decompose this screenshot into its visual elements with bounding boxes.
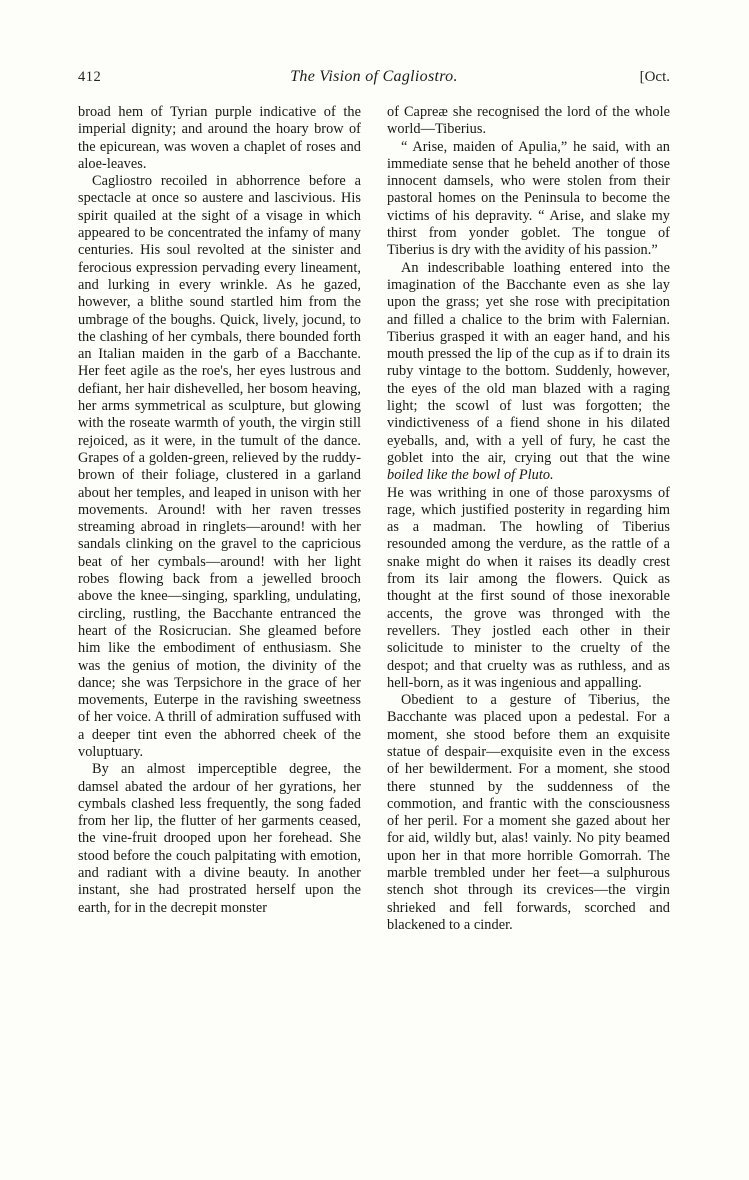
page-number: 412 [78,69,102,85]
paragraph: Obedient to a gesture of Tiberius, the Bacchante was placed upon a pedestal. For a moment, she stood before them an exquisite statue of despair—exquisite even in the excess of her bewilderment. For a moment, she stood there stunned by the suddenness of the commotion, and frantic with the consciousness of her peril. For a moment she gazed about her for aid, wildly but, alas! vainly. No pity beamed upon her in that more horrible Gomorrah. The marble trembled under her feet—a sulphurous stench shot through its crevices—the virgin shrieked and fell forwards, scorched and blackened to a cinder. [387,692,670,933]
paragraph-with-italic [387,260,670,485]
paragraph-text: An indescribable loathing entered into the imagination of the Bacchante even as she lay upon the grass; yet she rose with precipitation and filled a chalice to the brim with Falernian. Tiberius grasped it with an eager hand, and his mouth pressed the lip of the cup as if to drain its ruby vintage to the bottom. Suddenly, however, the eyes of the old man blazed with a raging light; the scowl of lust was forgotten; the vindictiveness of a fiend shone in his dilated eyeballs, and, with a yell of fury, he cast the goblet into the air, crying out that the wine [387,259,670,466]
issue-marker: [Oct. [639,69,670,85]
running-head [78,68,670,88]
paragraph: Cagliostro recoiled in abhorrence before a spectacle at once so austere and lascivious. His spirit quailed at the sight of a visage in which appeared to be concentrated the infamy of many centuries. His soul revolted at the sinister and ferocious expression pervading every lineament, and lurking in every wrinkle. As he gazed, however, a blithe sound startled him from the umbrage of the boughs. Quick, lively, jocund, to the clashing of her cymbals, there bounded forth an Italian maiden in the garb of a Bacchante. Her feet agile as the roe's, her eyes lustrous and defiant, her hair dishevelled, her bosom heaving, her arms symmetrical as sculpture, but glowing with the roseate warmth of youth, the virgin still rejoiced, as it were, in the tumult of the dance. Grapes of a golden-green, relieved by the ruddy-brown of their foliage, clustered in a garland about her temples, and leaped in unison with her movements. Around! with her raven tresses streaming abroad in ringlets—around! with her sandals clinking on the gravel to the capricious beat of her cymbals—around! with her light robes flowing back from a jewelled brooch above the knee—singing, sparkling, undulating, circling, rustling, the Bacchante entranced the heart of the Rosicrucian. She gleamed before him like the embodiment of enthusiasm. She was the genius of motion, the divinity of the dance; she was Terpsichore in the grace of her movements, Euterpe in the ravishing sweetness of her voice. A thrill of admiration suffused with a deeper tint even the abhorred cheek of the voluptuary. [78,173,361,760]
paragraph: broad hem of Tyrian purple indicative of the imperial dignity; and around the hoary brow of the epicurean, was woven a chaplet of roses and aloe-leaves. [78,104,361,172]
page-body [78,68,670,934]
paragraph: By an almost imperceptible degree, the damsel abated the ardour of her gyrations, her cymbals clashed less frequently, the song faded from her lip, the flutter of her garments ceased, the vine-fruit drooped upon her forehead. She stood before the couch palpitating with emotion, and radiant with a divine beauty. In another instant, she had prostrated herself upon the earth, for in the decrepit monster [78,761,361,916]
paragraph: He was writhing in one of those paroxysms of rage, which justified posterity in regarding him as a madman. The howling of Tiberius resounded among the verdure, as the rattle of a snake might do when it raises its deadly crest from its lair among the flowers. Quick as thought at the first sound of those inexorable accents, the grove was thronged with the revellers. They jostled each other in their solicitude to minister to the cruelty of the despot; and that cruelty was as ruthless, and as hell-born, as it was ingenious and appalling. [387,484,670,691]
right-column [387,104,670,934]
paragraph: “ Arise, maiden of Apulia,” he said, with an immediate sense that he beheld another of those innocent damsels, who were stolen from their pastoral homes on the Peninsula to become the victims of his depravity. “ Arise, and slake my thirst from yonder goblet. The tongue of Tiberius is dry with the avidity of his passion.” [387,138,670,259]
italic-quote: boiled like the bowl of Pluto. [387,467,554,484]
text-columns [78,104,670,934]
left-column [78,104,361,934]
paragraph: of Capreæ she recognised the lord of the whole world—Tiberius. [387,104,670,138]
running-title: The Vision of Cagliostro. [290,68,458,85]
